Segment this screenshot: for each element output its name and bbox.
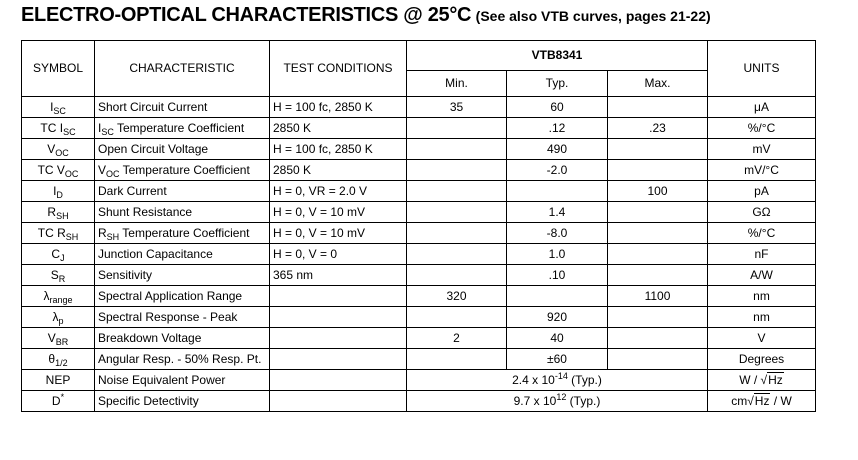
symbol-cell: $I_D$ xyxy=(22,181,95,202)
table-row xyxy=(22,139,816,160)
characteristic-cell: Angular Resp. - 50% Resp. Pt. xyxy=(95,349,270,370)
min-cell xyxy=(407,118,507,139)
characteristic-cell: Open Circuit Voltage xyxy=(95,139,270,160)
symbol-cell: $C_J$ xyxy=(22,244,95,265)
min-cell xyxy=(407,202,507,223)
table-row xyxy=(22,118,816,139)
typ-cell: .10 xyxy=(507,265,608,286)
min-cell xyxy=(407,181,507,202)
conditions-cell xyxy=(270,328,407,349)
typ-cell: .12 xyxy=(507,118,608,139)
table-row xyxy=(22,349,816,370)
units-cell: pA xyxy=(708,181,816,202)
header-typ: Typ. xyxy=(507,71,608,97)
typ-cell: 490 xyxy=(507,139,608,160)
header-part-number: VTB8341 xyxy=(407,41,708,71)
max-cell xyxy=(608,328,708,349)
table-row xyxy=(22,223,816,244)
units-cell: μA xyxy=(708,97,816,118)
characteristics-table xyxy=(21,40,816,412)
min-cell: 2 xyxy=(407,328,507,349)
characteristic-cell: Spectral Response - Peak xyxy=(95,307,270,328)
conditions-cell: H = 100 fc, 2850 K xyxy=(270,139,407,160)
table-row xyxy=(22,328,816,349)
table-row xyxy=(22,160,816,181)
units-cell: mV/°C xyxy=(708,160,816,181)
conditions-cell xyxy=(270,307,407,328)
characteristic-cell: $I_{SC}$ Temperature Coefficient xyxy=(95,118,270,139)
units-cell: mV xyxy=(708,139,816,160)
characteristic-cell: Spectral Application Range xyxy=(95,286,270,307)
units-cell: cm√Hz / W xyxy=(708,391,816,412)
max-cell xyxy=(608,349,708,370)
typ-cell: ±60 xyxy=(507,349,608,370)
table-row xyxy=(22,202,816,223)
min-cell xyxy=(407,223,507,244)
max-cell: 1100 xyxy=(608,286,708,307)
units-cell: W / √Hz xyxy=(708,370,816,391)
min-cell xyxy=(407,307,507,328)
table-row xyxy=(22,391,816,412)
units-cell: Degrees xyxy=(708,349,816,370)
max-cell xyxy=(608,307,708,328)
typ-cell xyxy=(507,286,608,307)
typ-cell xyxy=(507,181,608,202)
conditions-cell: H = 0, V = 10 mV xyxy=(270,202,407,223)
symbol-cell: $V_{BR}$ xyxy=(22,328,95,349)
table-row xyxy=(22,370,816,391)
symbol-cell: $\theta_{1/2}$ xyxy=(22,349,95,370)
header-test-conditions: TEST CONDITIONS xyxy=(270,41,407,97)
symbol-cell: TC $I_{SC}$ xyxy=(22,118,95,139)
symbol-cell: TC $R_{SH}$ xyxy=(22,223,95,244)
characteristic-cell: Breakdown Voltage xyxy=(95,328,270,349)
symbol-cell: D* xyxy=(22,391,95,412)
max-cell xyxy=(608,244,708,265)
max-cell: 100 xyxy=(608,181,708,202)
table-row xyxy=(22,181,816,202)
symbol-cell: $S_R$ xyxy=(22,265,95,286)
characteristic-cell: Dark Current xyxy=(95,181,270,202)
table-row xyxy=(22,286,816,307)
header-characteristic: CHARACTERISTIC xyxy=(95,41,270,97)
characteristic-cell: $V_{OC}$ Temperature Coefficient xyxy=(95,160,270,181)
conditions-cell: 2850 K xyxy=(270,160,407,181)
table-row xyxy=(22,265,816,286)
characteristic-cell: Shunt Resistance xyxy=(95,202,270,223)
typ-cell: -2.0 xyxy=(507,160,608,181)
typ-cell: 60 xyxy=(507,97,608,118)
symbol-cell: NEP xyxy=(22,370,95,391)
max-cell xyxy=(608,160,708,181)
conditions-cell: H = 100 fc, 2850 K xyxy=(270,97,407,118)
characteristic-cell: $R_{SH}$ Temperature Coefficient xyxy=(95,223,270,244)
page-title xyxy=(21,4,711,27)
typ-cell: 1.0 xyxy=(507,244,608,265)
typ-cell: 1.4 xyxy=(507,202,608,223)
min-cell xyxy=(407,160,507,181)
max-cell xyxy=(608,223,708,244)
header-min: Min. xyxy=(407,71,507,97)
conditions-cell xyxy=(270,349,407,370)
max-cell xyxy=(608,139,708,160)
units-cell: V xyxy=(708,328,816,349)
table-row xyxy=(22,97,816,118)
typ-cell: 40 xyxy=(507,328,608,349)
units-cell: GΩ xyxy=(708,202,816,223)
header-symbol: SYMBOL xyxy=(22,41,95,97)
title-sub: (See also VTB curves, pages 21-22) xyxy=(475,8,711,24)
characteristic-cell: Short Circuit Current xyxy=(95,97,270,118)
units-cell: %/°C xyxy=(708,223,816,244)
symbol-cell: TC $V_{OC}$ xyxy=(22,160,95,181)
conditions-cell xyxy=(270,286,407,307)
conditions-cell: 365 nm xyxy=(270,265,407,286)
characteristic-cell: Specific Detectivity xyxy=(95,391,270,412)
min-cell xyxy=(407,244,507,265)
nep-value-cell: 2.4 x $10^{-14}$ (Typ.) xyxy=(407,370,708,391)
max-cell xyxy=(608,202,708,223)
symbol-cell: $\lambda_p$ xyxy=(22,307,95,328)
symbol-cell: $V_{OC}$ xyxy=(22,139,95,160)
symbol-cell: $I_{SC}$ xyxy=(22,97,95,118)
title-main: ELECTRO-OPTICAL CHARACTERISTICS @ 25°C xyxy=(21,4,472,26)
max-cell: .23 xyxy=(608,118,708,139)
table-row xyxy=(22,244,816,265)
typ-cell: 920 xyxy=(507,307,608,328)
max-cell xyxy=(608,265,708,286)
typ-cell: -8.0 xyxy=(507,223,608,244)
characteristic-cell: Sensitivity xyxy=(95,265,270,286)
units-cell: %/°C xyxy=(708,118,816,139)
min-cell: 35 xyxy=(407,97,507,118)
conditions-cell xyxy=(270,370,407,391)
conditions-cell: H = 0, VR = 2.0 V xyxy=(270,181,407,202)
header-max: Max. xyxy=(608,71,708,97)
conditions-cell: 2850 K xyxy=(270,118,407,139)
min-cell xyxy=(407,265,507,286)
min-cell xyxy=(407,139,507,160)
conditions-cell xyxy=(270,391,407,412)
characteristic-cell: Junction Capacitance xyxy=(95,244,270,265)
units-cell: A/W xyxy=(708,265,816,286)
units-cell: nm xyxy=(708,286,816,307)
header-units: UNITS xyxy=(708,41,816,97)
min-cell: 320 xyxy=(407,286,507,307)
conditions-cell: H = 0, V = 0 xyxy=(270,244,407,265)
characteristic-cell: Noise Equivalent Power xyxy=(95,370,270,391)
units-cell: nF xyxy=(708,244,816,265)
symbol-cell: $R_{SH}$ xyxy=(22,202,95,223)
table-row xyxy=(22,307,816,328)
dstar-value-cell: 9.7 x $10^{12}$ (Typ.) xyxy=(407,391,708,412)
symbol-cell: $\lambda_{range}$ xyxy=(22,286,95,307)
conditions-cell: H = 0, V = 10 mV xyxy=(270,223,407,244)
units-cell: nm xyxy=(708,307,816,328)
min-cell xyxy=(407,349,507,370)
max-cell xyxy=(608,97,708,118)
